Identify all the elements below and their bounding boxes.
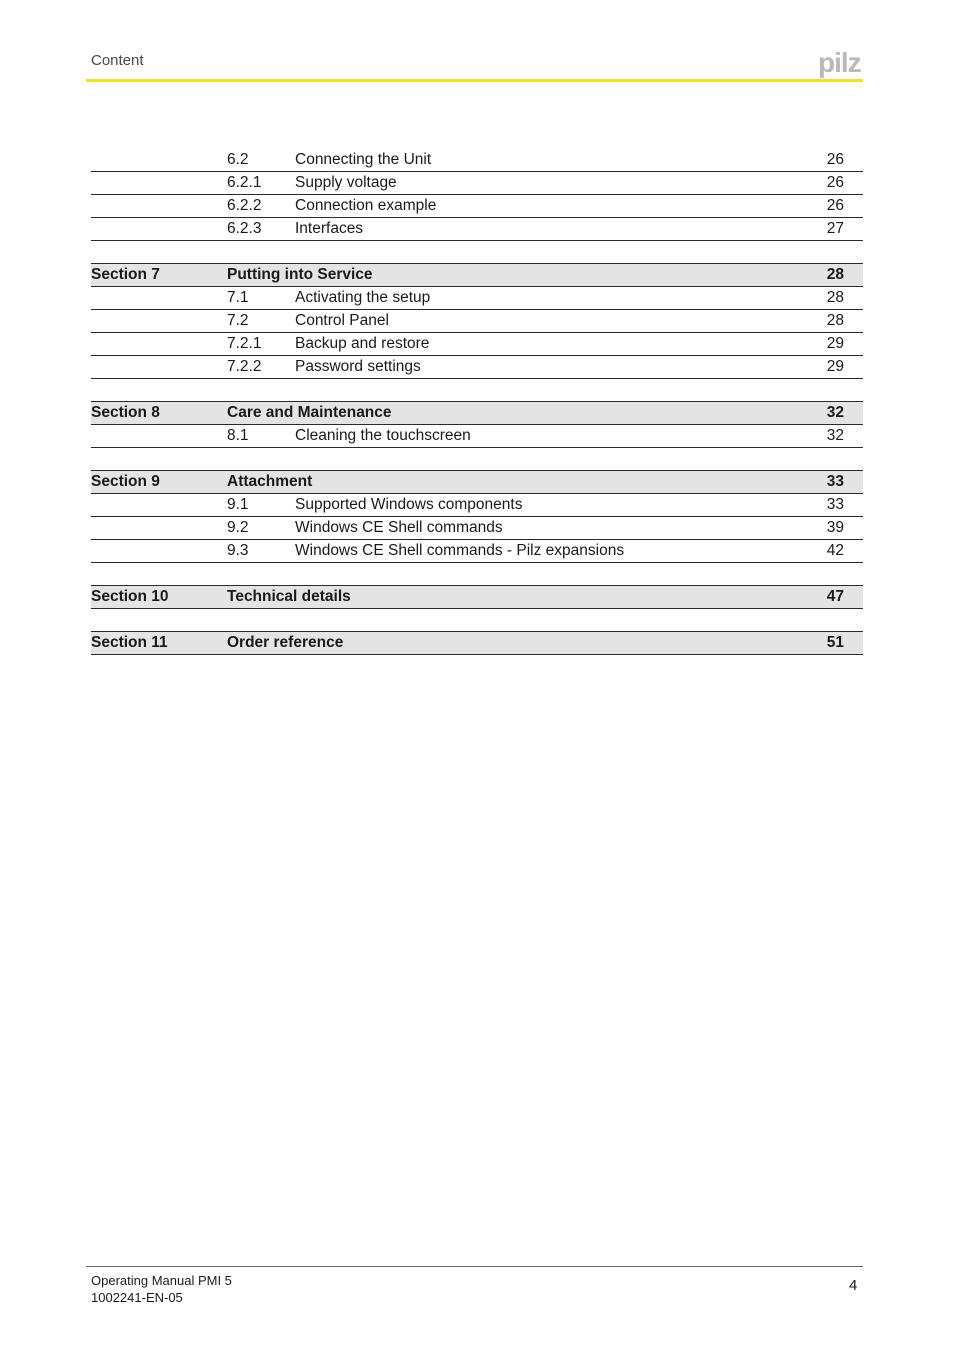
toc-entry-page: 26 — [826, 174, 844, 191]
page-number: 4 — [849, 1277, 858, 1294]
table-of-contents — [91, 149, 863, 655]
toc-gap — [91, 379, 863, 401]
toc-entry-title: Supported Windows components — [295, 496, 523, 513]
toc-entry-page: 33 — [826, 496, 844, 513]
toc-entry-title: Windows CE Shell commands — [295, 519, 503, 536]
footer-manual-title: Operating Manual PMI 5 — [91, 1273, 232, 1288]
toc-entry-row[interactable] — [91, 517, 863, 540]
toc-entry-title: Password settings — [295, 358, 421, 375]
toc-entry-row[interactable] — [91, 195, 863, 218]
toc-section-row[interactable] — [91, 470, 863, 494]
toc-entry-number: 7.2.1 — [227, 335, 262, 352]
toc-entry-row[interactable] — [91, 540, 863, 563]
header-rule — [86, 79, 863, 82]
toc-entry-page: 39 — [826, 519, 844, 536]
toc-entry-title: Attachment — [227, 473, 313, 490]
toc-entry-page: 42 — [826, 542, 844, 559]
toc-entry-title: Backup and restore — [295, 335, 430, 352]
toc-entry-row[interactable] — [91, 425, 863, 448]
toc-entry-row[interactable] — [91, 149, 863, 172]
toc-entry-row[interactable] — [91, 333, 863, 356]
toc-section-label: Section 7 — [91, 266, 160, 283]
toc-entry-row[interactable] — [91, 287, 863, 310]
toc-section-row[interactable] — [91, 263, 863, 287]
toc-gap — [91, 241, 863, 263]
toc-entry-number: 6.2.1 — [227, 174, 262, 191]
toc-entry-row[interactable] — [91, 172, 863, 195]
toc-gap — [91, 448, 863, 470]
toc-entry-number: 9.2 — [227, 519, 249, 536]
toc-entry-title: Order reference — [227, 634, 344, 651]
toc-entry-page: 32 — [826, 427, 844, 444]
toc-section-label: Section 10 — [91, 588, 169, 605]
footer-document-number: 1002241-EN-05 — [91, 1290, 183, 1305]
toc-gap — [91, 563, 863, 585]
toc-section-label: Section 11 — [91, 634, 168, 651]
toc-section-label: Section 9 — [91, 473, 160, 490]
toc-entry-page: 32 — [826, 404, 844, 421]
toc-section-label: Section 8 — [91, 404, 160, 421]
toc-entry-page: 28 — [826, 289, 844, 306]
pilz-logo: pilz — [818, 47, 861, 78]
toc-section-row[interactable] — [91, 585, 863, 609]
toc-entry-number: 9.3 — [227, 542, 249, 559]
toc-entry-title: Connecting the Unit — [295, 151, 432, 168]
toc-entry-title: Connection example — [295, 197, 437, 214]
toc-section-row[interactable] — [91, 631, 863, 655]
toc-entry-number: 6.2.3 — [227, 220, 262, 237]
toc-entry-page: 29 — [826, 358, 844, 375]
toc-entry-page: 47 — [826, 588, 844, 605]
toc-entry-title: Supply voltage — [295, 174, 397, 191]
toc-entry-page: 26 — [826, 197, 844, 214]
toc-entry-title: Windows CE Shell commands - Pilz expansions — [295, 542, 625, 559]
toc-entry-number: 8.1 — [227, 427, 249, 444]
toc-entry-number: 9.1 — [227, 496, 249, 513]
toc-entry-title: Activating the setup — [295, 289, 431, 306]
toc-entry-page: 29 — [826, 335, 844, 352]
toc-entry-page: 27 — [826, 220, 844, 237]
toc-section-row[interactable] — [91, 401, 863, 425]
toc-entry-title: Interfaces — [295, 220, 364, 237]
toc-entry-title: Control Panel — [295, 312, 389, 329]
toc-entry-number: 6.2 — [227, 151, 249, 168]
toc-entry-page: 33 — [826, 473, 844, 490]
toc-entry-row[interactable] — [91, 310, 863, 333]
toc-entry-title: Technical details — [227, 588, 351, 605]
page-header-title: Content — [91, 52, 144, 69]
footer-rule — [86, 1266, 863, 1267]
toc-entry-number: 7.2 — [227, 312, 249, 329]
toc-entry-number: 7.1 — [227, 289, 249, 306]
toc-entry-page: 26 — [826, 151, 844, 168]
toc-gap — [91, 609, 863, 631]
toc-entry-page: 28 — [826, 312, 844, 329]
toc-entry-title: Putting into Service — [227, 266, 373, 283]
toc-entry-page: 28 — [826, 266, 844, 283]
toc-entry-title: Care and Maintenance — [227, 404, 392, 421]
toc-entry-row[interactable] — [91, 356, 863, 379]
toc-entry-row[interactable] — [91, 218, 863, 241]
toc-entry-row[interactable] — [91, 494, 863, 517]
toc-entry-number: 7.2.2 — [227, 358, 262, 375]
toc-entry-number: 6.2.2 — [227, 197, 262, 214]
toc-entry-page: 51 — [826, 634, 844, 651]
toc-entry-title: Cleaning the touchscreen — [295, 427, 471, 444]
